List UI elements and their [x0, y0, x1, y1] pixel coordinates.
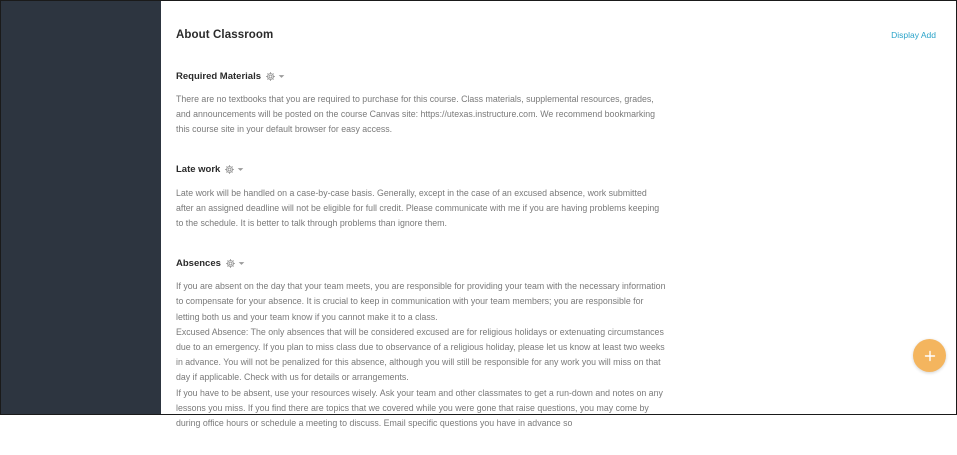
section-header: [176, 162, 666, 178]
section-title: Absences: [176, 257, 221, 269]
section-header: [176, 255, 666, 271]
sidebar: [1, 1, 161, 414]
display-add-link[interactable]: Display Add: [891, 30, 936, 40]
section-paragraph: If you are absent on the day that your team meets, you are responsible for providing your team with the necessary information to compensate for your absence. It is crucial to keep in communication with your team members; you are responsible for letting both us and your team know if you cannot make it to a class.: [176, 281, 666, 322]
section-title: Late work: [176, 164, 221, 176]
gear-icon[interactable]: [265, 71, 276, 82]
section-required-materials: [176, 68, 666, 138]
section-paragraph: If you have to be absent, use your resources wisely. Ask your team and other classmates to get a run-down and notes on any lessons you miss. If you find there are topics that we covered while you were gone that raise questions, you may come by during office hours or schedule a meeting to discuss. Email specific questions you have in advance so: [176, 387, 663, 429]
page-title: About Classroom: [176, 29, 274, 41]
gear-icon[interactable]: [225, 258, 236, 269]
plus-icon: [924, 350, 936, 362]
section-late-work: [176, 162, 666, 232]
gear-icon[interactable]: [224, 164, 235, 175]
section-absences: [176, 255, 666, 431]
caret-down-icon[interactable]: [278, 73, 285, 80]
sections-list: [176, 68, 666, 455]
section-title: Required Materials: [176, 70, 261, 82]
add-button[interactable]: [913, 339, 946, 372]
caret-down-icon[interactable]: [238, 260, 245, 267]
section-paragraph: Excused Absence: The only absences that will be considered excused are for religious holidays or extenuating circumstances due to an emergency. If you plan to miss class due to observance of a religious holiday, please let us know at least two weeks in advance. You will not be penalized for this absence, although you will still be responsible for any work you will miss on that day if applicable. Check with us for details or arrangements.: [176, 326, 665, 383]
caret-down-icon[interactable]: [237, 166, 244, 173]
section-paragraph: There are no textbooks that you are required to purchase for this course. Class materials, supplemental resources, grades, and announcements will be posted on the course Canvas site: https://utexas.instructure.com. We recommend bookmarking this course site in your default browser for easy access.: [176, 94, 656, 135]
section-paragraph: Late work will be handled on a case-by-case basis. Generally, except in the case of an excused absence, work submitted after an assigned deadline will not be eligible for full credit. Please communicate with me if you are having problems keeping to the schedule. It is better to talk through problems than ignore them.: [176, 187, 660, 229]
main-content: [161, 1, 956, 429]
section-header: [176, 68, 666, 84]
